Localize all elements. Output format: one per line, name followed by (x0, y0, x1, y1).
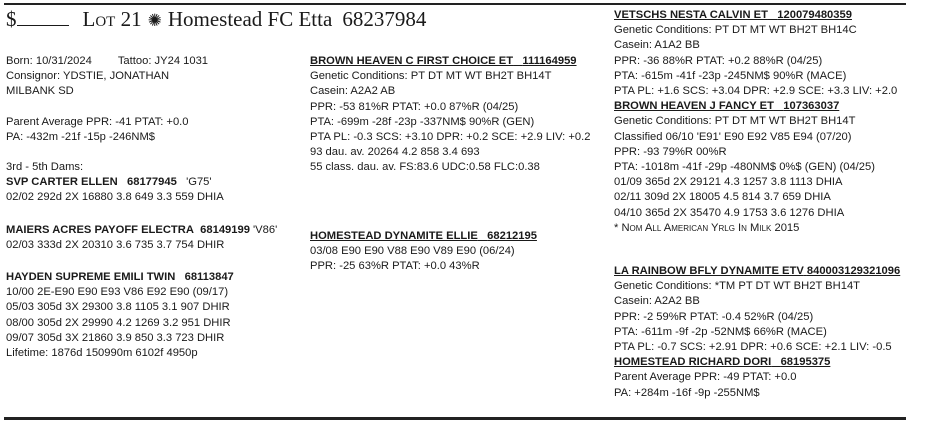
parent-average: Parent Average PPR: -41 PTAT: +0.0 (6, 115, 189, 128)
sires-dam-pta: PTA: -1018m -41f -29p -480NM$ 0%$ (GEN) (04/25) (614, 161, 875, 174)
top-rule (4, 3, 906, 5)
sires-sire-casein: Casein: A1A2 BB (614, 39, 700, 52)
dam-classification-line: 03/08 E90 E90 V88 E90 V89 E90 (06/24) (310, 245, 515, 258)
sire-daughter-average: 93 dau. av. 20264 4.2 858 3.4 693 (310, 146, 480, 159)
dam-lifetime: Lifetime: 1876d 150990m 6102f 4950p (6, 347, 198, 360)
sire-ppr: PPR: -53 81%R PTAT: +0.0 87%R (04/25) (310, 100, 519, 113)
dam-heading (310, 229, 537, 244)
dam-name: MAIERS ACRES PAYOFF ELECTRA (6, 223, 194, 236)
sire-casein: Casein: A2A2 AB (310, 85, 396, 98)
dam-classification: 'V86' (253, 223, 278, 236)
sires-sire-name: VETSCHS NESTA CALVIN ET (614, 9, 768, 21)
sires-dam-record: 01/09 365d 2X 29121 4.3 1257 3.8 1113 DHIA (614, 176, 843, 189)
dams-label: 3rd - 5th Dams: (6, 161, 84, 174)
dam-ppr: PPR: -25 63%R PTAT: +0.0 43%R (310, 260, 480, 273)
pedigree-average: PA: -432m -21f -15p -246NM$ (6, 130, 156, 143)
dams-dam-registration: 68195375 (780, 356, 831, 369)
tattoo: Tattoo: JY24 1031 (117, 55, 209, 67)
sires-sire-genetic-conditions: Genetic Conditions: PT DT MT WT BH2T BH14C (614, 24, 857, 37)
sire-registration: 111164959 (522, 55, 577, 67)
sires-dam-record: 04/10 365d 2X 35470 4.9 1753 3.6 1276 DHIA (614, 206, 845, 219)
price-blank-line (17, 11, 69, 26)
dams-sire-genetic-conditions: Genetic Conditions: *TM PT DT WT BH2T BH14T (614, 280, 860, 293)
dam-record: 02/03 333d 2X 20310 3.6 735 3.7 754 DHIR (6, 238, 225, 251)
lot-header (6, 7, 426, 32)
dam-record: 02/02 292d 2X 16880 3.8 649 3.3 559 DHIA (6, 191, 224, 204)
dams-dam-parent-average: Parent Average PPR: -49 PTAT: +0.0 (614, 371, 797, 384)
animal-info-column (6, 54, 277, 361)
sire-name: BROWN HEAVEN C FIRST CHOICE ET (310, 55, 514, 67)
dam-registration: 68113847 (184, 271, 234, 284)
sires-sire-column (614, 8, 897, 236)
dams-sire-column (614, 264, 900, 401)
sires-dam-ppr: PPR: -93 79%R 00%R (614, 145, 727, 158)
dam-record: 10/00 2E-E90 E90 E93 V86 E92 E90 (09/17) (6, 286, 229, 299)
animal-name: Homestead FC Etta (167, 7, 333, 31)
sire-pta-pl: PTA PL: -0.3 SCS: +3.10 DPR: +0.2 SCE: +2.9 LIV: +0.2 (310, 131, 591, 144)
dam-name: HOMESTEAD DYNAMITE ELLIE (310, 230, 478, 242)
sires-dam-award-note: * Nom All American Yrlg In Milk 2015 (614, 221, 800, 234)
dam-record: 08/00 305d 2X 29990 4.2 1269 3.2 951 DHIR (6, 316, 231, 329)
sires-sire-ppr: PPR: -36 88%R PTAT: +0.2 88%R (04/25) (614, 54, 823, 67)
dams-sire-ppr: PPR: -2 59%R PTAT: -0.4 52%R (04/25) (614, 310, 814, 323)
dam-registration: 68177945 (127, 176, 177, 189)
birth-date: Born: 10/31/2024 (6, 55, 92, 67)
dam-name: SVP CARTER ELLEN (6, 176, 118, 189)
sires-sire-pta: PTA: -615m -41f -23p -245NM$ 90%R (MACE) (614, 69, 847, 82)
dam-entry (6, 270, 277, 361)
sire-class-average: 55 class. dau. av. FS:83.6 UDC:0.58 FLC:0.38 (310, 161, 540, 174)
price-dollar-sign: $ (6, 7, 17, 31)
sire-genetic-conditions: Genetic Conditions: PT DT MT WT BH2T BH14T (310, 70, 552, 83)
animal-registration: 68237984 (342, 7, 427, 31)
sires-dam-classification: Classified 06/10 'E91' E90 E92 V85 E94 (07/20) (614, 130, 852, 143)
dam-entry (6, 175, 277, 205)
sires-sire-heading (614, 8, 897, 23)
dam-name: HAYDEN SUPREME EMILI TWIN (6, 271, 176, 284)
bottom-rule (4, 417, 906, 420)
sires-dam-heading (614, 99, 897, 114)
dam-entry (6, 223, 277, 253)
consignor-location: MILBANK SD (6, 85, 74, 98)
dams-sire-pta-pl: PTA PL: -0.7 SCS: +2.91 DPR: +0.6 SCE: +2.1 LIV: -0.5 (614, 341, 892, 354)
dams-sire-name: LA RAINBOW BFLY DYNAMITE ETV (614, 265, 804, 277)
dams-sire-registration: 840003129321096 (806, 265, 901, 277)
dams-dam-heading (614, 355, 900, 370)
star-icon: ✺ (147, 11, 162, 30)
sire-pta: PTA: -699m -28f -23p -337NM$ 90%R (GEN) (310, 115, 535, 128)
lot-number: Lot 21 (82, 7, 142, 31)
dam-record: 05/03 305d 3X 29300 3.8 1105 3.1 907 DHIR (6, 301, 230, 314)
dams-dam-name: HOMESTEAD RICHARD DORI (614, 356, 772, 369)
dams-dam-pa: PA: +284m -16f -9p -255NM$ (614, 386, 760, 399)
dam-column (310, 229, 537, 275)
consignor: Consignor: YDSTIE, JONATHAN (6, 70, 170, 83)
sires-dam-genetic-conditions: Genetic Conditions: PT DT MT WT BH2T BH14T (614, 115, 856, 128)
sires-dam-name: BROWN HEAVEN J FANCY ET (614, 100, 774, 113)
dam-record: 09/07 305d 3X 21860 3.9 850 3.3 723 DHIR (6, 331, 225, 344)
dam-registration: 68212195 (487, 230, 537, 242)
sires-dam-registration: 107363037 (783, 100, 840, 113)
dam-classification: 'G75' (186, 176, 212, 189)
dam-registration: 68149199 (200, 223, 250, 236)
dams-sire-pta: PTA: -611m -9f -2p -52NM$ 66%R (MACE) (614, 325, 827, 338)
sires-sire-registration: 120079480359 (777, 9, 852, 21)
sires-dam-record: 02/11 309d 2X 18005 4.5 814 3.7 659 DHIA (614, 191, 831, 204)
dams-sire-casein: Casein: A2A2 BB (614, 295, 700, 308)
sire-heading (310, 54, 590, 69)
sires-sire-pta-pl: PTA PL: +1.6 SCS: +3.04 DPR: +2.9 SCE: +3.3 LIV: +2.0 (614, 85, 898, 98)
dams-sire-heading (614, 264, 900, 279)
birth-tattoo-line (6, 54, 277, 69)
sire-column (310, 54, 590, 176)
